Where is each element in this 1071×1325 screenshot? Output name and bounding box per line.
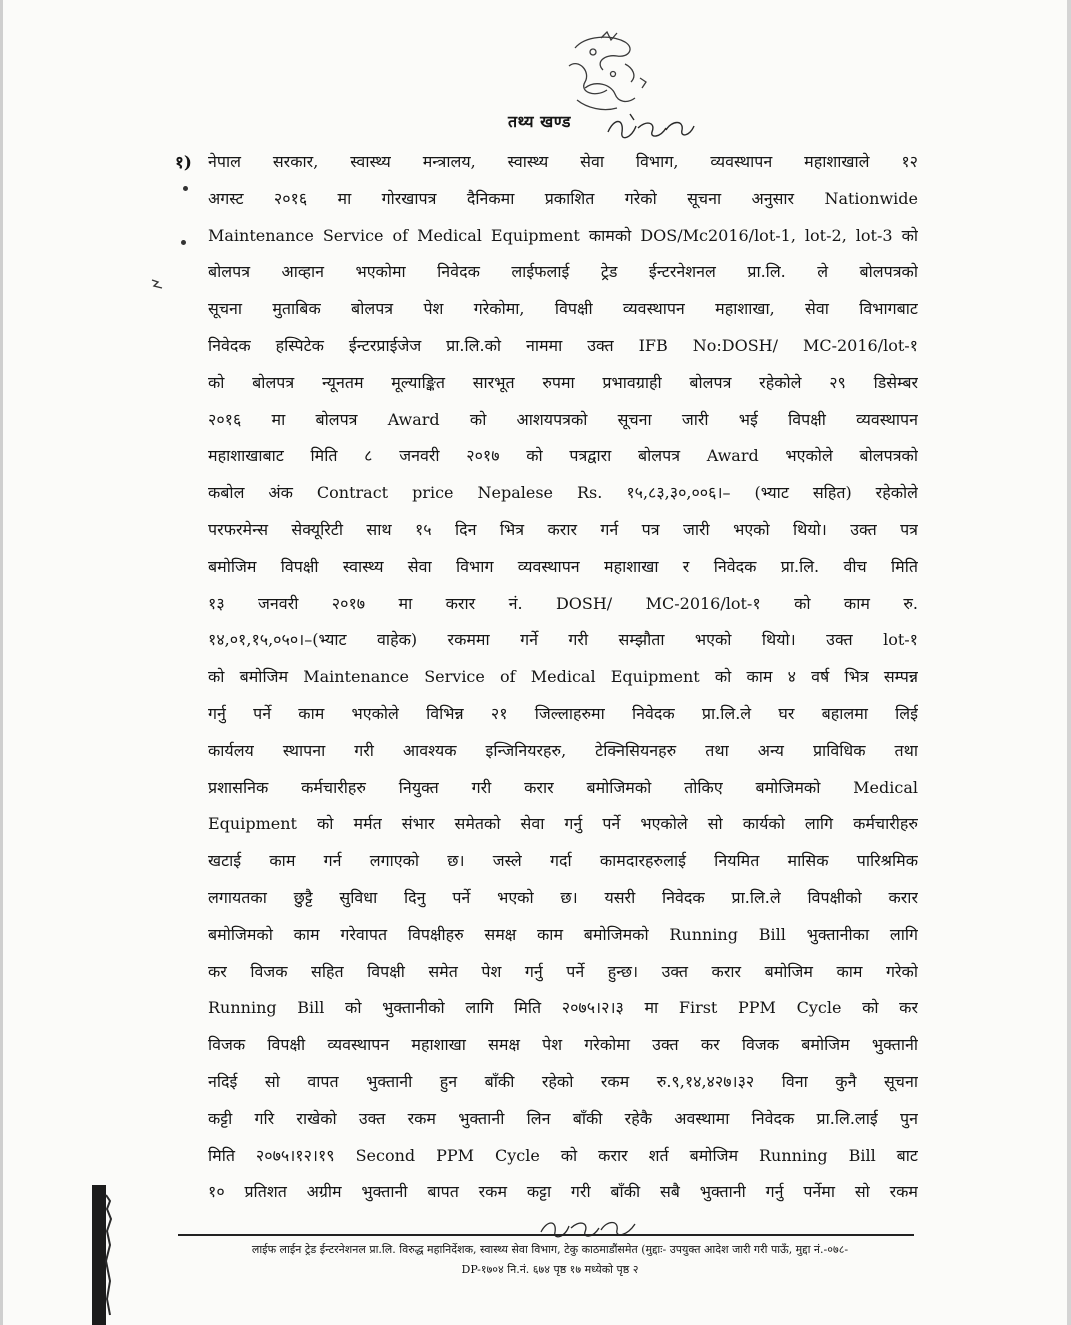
paragraph-line: १३ जनवरी २०१७ मा करार नं. DOSH/ MC-2016/lot-१ को काम रु. bbox=[208, 593, 918, 613]
paragraph-line: Equipment को मर्मत संभार समेतको सेवा गर्नु पर्ने भएकोले सो कार्यको लागि कर्मचारीहरु bbox=[208, 814, 918, 834]
paragraph-line: बमोजिमको काम गरेवापत विपक्षीहरु समक्ष काम बमोजिमको Running Bill भुक्तानीका लागि bbox=[208, 924, 918, 944]
paragraph-line: २०१६ मा बोलपत्र Award को आशयपत्रको सूचना जारी भई विपक्षी व्यवस्थापन bbox=[208, 409, 918, 429]
list-number: १) bbox=[175, 153, 192, 173]
binding-edge-shadow bbox=[90, 1185, 112, 1325]
footer-page-reference: DP-१७०४ नि.नं. ६७४ पृष्ठ १७ मध्येको पृष्ठ २ bbox=[461, 1263, 639, 1276]
paragraph-line: लगायतका छुट्टै सुविधा दिनु पर्ने भएको छ। यसरी निवेदक प्रा.लि.ले विपक्षीको करार bbox=[208, 887, 918, 907]
paragraph-line: अगस्ट २०१६ मा गोरखापत्र दैनिकमा प्रकाशित गरेको सूचना अनुसार Nationwide bbox=[208, 188, 918, 208]
margin-mark bbox=[183, 186, 188, 191]
paragraph-line: १० प्रतिशत अग्रीम भुक्तानी बापत रकम कट्टा गरी बाँकी सबै भुक्तानी गर्नु पर्नेमा सो रकम bbox=[208, 1182, 918, 1202]
paragraph-line: बमोजिम विपक्षी स्वास्थ्य सेवा विभाग व्यवस्थापन महाशाखा र निवेदक प्रा.लि. वीच मिति bbox=[208, 556, 918, 576]
section-title: तथ्य खण्ड bbox=[508, 112, 571, 131]
paragraph-line: महाशाखाबाट मिति ८ जनवरी २०१७ को पत्रद्वारा बोलपत्र Award भएकोले बोलपत्रको bbox=[208, 446, 918, 466]
paragraph-line: कट्टी गरि राखेको उक्त रकम भुक्तानी लिन बाँकी रहेकै अवस्थामा निवेदक प्रा.लि.लाई पुन bbox=[208, 1108, 918, 1128]
footer-case-title: लाईफ लाईन ट्रेड ईन्टरनेशनल प्रा.लि. विरुद्ध महानिर्देशक, स्वास्थ्य सेवा विभाग, टेकु काठमाडौंसमेत (मुद्दाः- उपयुक्त आदेश जारी गरी पाऊँ, मुद्दा नं.-०७८- bbox=[251, 1243, 849, 1256]
scan-edge-right bbox=[1067, 0, 1071, 1325]
paragraph-line: कबोल अंक Contract price Nepalese Rs. १५,८३,३०,००६।– (भ्याट सहित) रहेकोले bbox=[208, 483, 918, 503]
paragraph-line: को बोलपत्र न्यूनतम मूल्याङ्कित सारभूत रुपमा प्रभावग्राही बोलपत्र रहेकोले २९ डिसेम्बर bbox=[208, 372, 918, 392]
paragraph-line: सूचना मुताबिक बोलपत्र पेश गरेकोमा, विपक्षी व्यवस्थापन महाशाखा, सेवा विभागबाट bbox=[208, 299, 918, 319]
scan-edge-left bbox=[0, 0, 3, 1325]
body-paragraph bbox=[208, 144, 918, 1211]
margin-mark bbox=[181, 240, 186, 245]
paragraph-line: परफरमेन्स सेक्यूरिटी साथ १५ दिन भित्र करार गर्न पत्र जारी भएको थियो। उक्त पत्र bbox=[208, 519, 918, 539]
paragraph-line: निवेदक हस्पिटेक ईन्टरप्राईजेज प्रा.लि.को नाममा उक्त IFB No:DOSH/ MC-2016/lot-१ bbox=[208, 335, 918, 355]
paragraph-line: नेपाल सरकार, स्वास्थ्य मन्त्रालय, स्वास्थ्य सेवा विभाग, व्यवस्थापन महाशाखाले १२ bbox=[208, 152, 918, 171]
paragraph-line: नदिई सो वापत भुक्तानी हुन बाँकी रहेको रकम रु.९,१४,४२७।३२ विना कुनै सूचना bbox=[208, 1071, 918, 1091]
footer-divider bbox=[178, 1234, 914, 1236]
paragraph-line: विजक विपक्षी व्यवस्थापन महाशाखा समक्ष पेश गरेकोमा उक्त कर विजक बमोजिम भुक्तानी bbox=[208, 1035, 918, 1055]
paragraph-line: बोलपत्र आव्हान भएकोमा निवेदक लाईफलाई ट्रेड ईन्टरनेशनल प्रा.लि. ले बोलपत्रको bbox=[208, 262, 918, 282]
paragraph-line: कार्यलय स्थापना गरी आवश्यक इन्जिनियरहरु, टेक्निसियनहरु तथा अन्य प्राविधिक तथा bbox=[208, 740, 918, 760]
paragraph-line: १४,०१,१५,०५०।–(भ्याट वाहेक) रकममा गर्ने गरी सम्झौता भएको थियो। उक्त lot-१ bbox=[208, 630, 918, 650]
handwritten-initials bbox=[600, 108, 700, 146]
paragraph-line: गर्नु पर्ने काम भएकोले विभिन्न २१ जिल्लाहरुमा निवेदक प्रा.लि.ले घर बहालमा लिई bbox=[208, 703, 918, 723]
paragraph-line: Maintenance Service of Medical Equipment कामको DOS/Mc2016/lot-1, lot-2, lot-3 को bbox=[208, 225, 918, 245]
paragraph-line: Running Bill को भुक्तानीको लागि मिति २०७५।२।३ मा First PPM Cycle को कर bbox=[208, 998, 918, 1018]
paragraph-line: खटाई काम गर्न लगाएको छ। जस्ले गर्दा कामदारहरुलाई नियमित मासिक पारिश्रमिक bbox=[208, 851, 918, 871]
paragraph-line: को बमोजिम Maintenance Service of Medical Equipment को काम ४ वर्ष भित्र सम्पन्न bbox=[208, 667, 918, 687]
margin-scribble bbox=[148, 276, 166, 294]
footer-handwritten-initials bbox=[535, 1212, 645, 1242]
paragraph-line: प्रशासनिक कर्मचारीहरु नियुक्त गरी करार बमोजिमको तोकिए बमोजिमको Medical bbox=[208, 777, 918, 797]
paragraph-line: कर विजक सहित विपक्षी समेत पेश गर्नु पर्ने हुन्छ। उक्त करार बमोजिम काम गरेको bbox=[208, 961, 918, 981]
paragraph-line: मिति २०७५।१२।१९ Second PPM Cycle को करार शर्त बमोजिम Running Bill बाट bbox=[208, 1145, 918, 1165]
